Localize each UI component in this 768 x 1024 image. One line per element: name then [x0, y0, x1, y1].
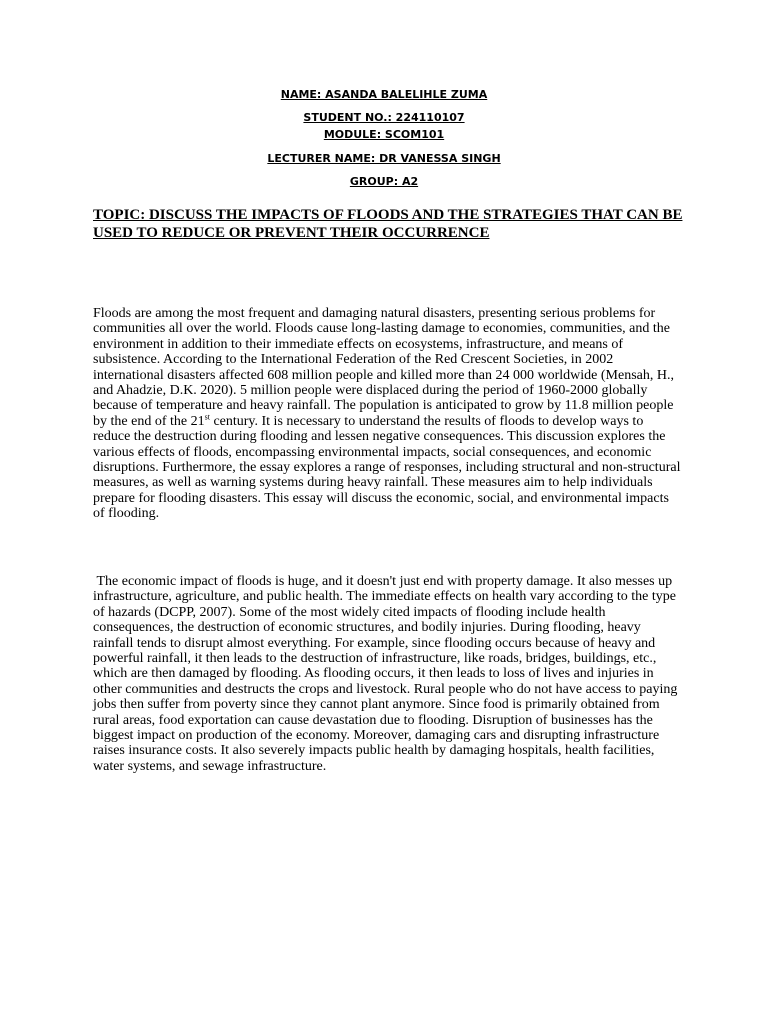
essay-topic: TOPIC: DISCUSS THE IMPACTS OF FLOODS AND THE STRATEGIES THAT CAN BE USED TO REDUCE OR PREVENT THEIR OCCURRENCE [93, 207, 683, 241]
paragraph-text: The economic impact of floods is huge, and it doesn't just end with property damage. It also messes up infrastructure, agriculture, and public health. The immediate effects on health vary according to the type of hazards (DCPP, 2007). Some of the most widely cited impacts of flooding include health consequences, the destruction of economic structures, and bodily injuries. During flooding, heavy rainfall tends to disrupt almost everything. For example, since flooding occurs because of heavy and powerful rainfall, it then leads to the destruction of infrastructure, like roads, bridges, buildings, etc., which are then damaged by flooding. As flooding occurs, it then leads to loss of lives and injuries in other communities and destructs the crops and livestock. Rural people who do not have access to paying jobs then suffer from poverty since they cannot plant anymore. Since food is primarily obtained from rural areas, food exportation can cause devastation due to flooding. Disruption of businesses has the biggest impact on production of the economy. Moreover, damaging cars and disrupting infrastructure raises insurance costs. It also severely impacts public health by damaging hospitals, health facilities, water systems, and sewage infrastructure. [93, 574, 681, 774]
paragraph-text: century. It is necessary to understand the results of floods to develop ways to reduce the destruction during flooding and lessen negative consequences. This discussion explores the various effects of floods, encompassing environmental impacts, social consequences, and economic disruptions. Furthermore, the essay explores a range of responses, including structural and non-structural measures, as well as warning systems during heavy rainfall. These measures aim to help individuals prepare for flooding disasters. This essay will discuss the economic, social, and environmental impacts of flooding. [93, 413, 681, 522]
module-code: MODULE: SCOM101 [323, 128, 445, 141]
lecturer-name: LECTURER NAME: DR VANESSA SINGH [267, 152, 501, 165]
group-label: GROUP: A2 [349, 175, 419, 188]
paragraph-text: Floods are among the most frequent and damaging natural disasters, presenting serious problems for communities all over the world. Floods cause long-lasting damage to economies, communities, and the environment in addition to their immediate effects on ecosystems, infrastructure, and means of subsistence. According to the International Federation of the Red Crescent Societies, in 2002 international disasters affected 608 million people and killed more than 24 000 worldwide (Mensah, H., and Ahadzie, D.K. 2020). 5 million people were displaced during the period of 1960-2000 globally because of temperature and heavy rainfall. The population is anticipated to grow by 11.8 million people by the end of the 21 [93, 306, 674, 429]
student-number: STUDENT NO.: 224110107 [303, 111, 465, 124]
ordinal-superscript: st [204, 412, 210, 422]
introduction-paragraph [93, 306, 683, 522]
economic-impact-paragraph [93, 574, 683, 774]
student-name: NAME: ASANDA BALELIHLE ZUMA [280, 88, 488, 101]
